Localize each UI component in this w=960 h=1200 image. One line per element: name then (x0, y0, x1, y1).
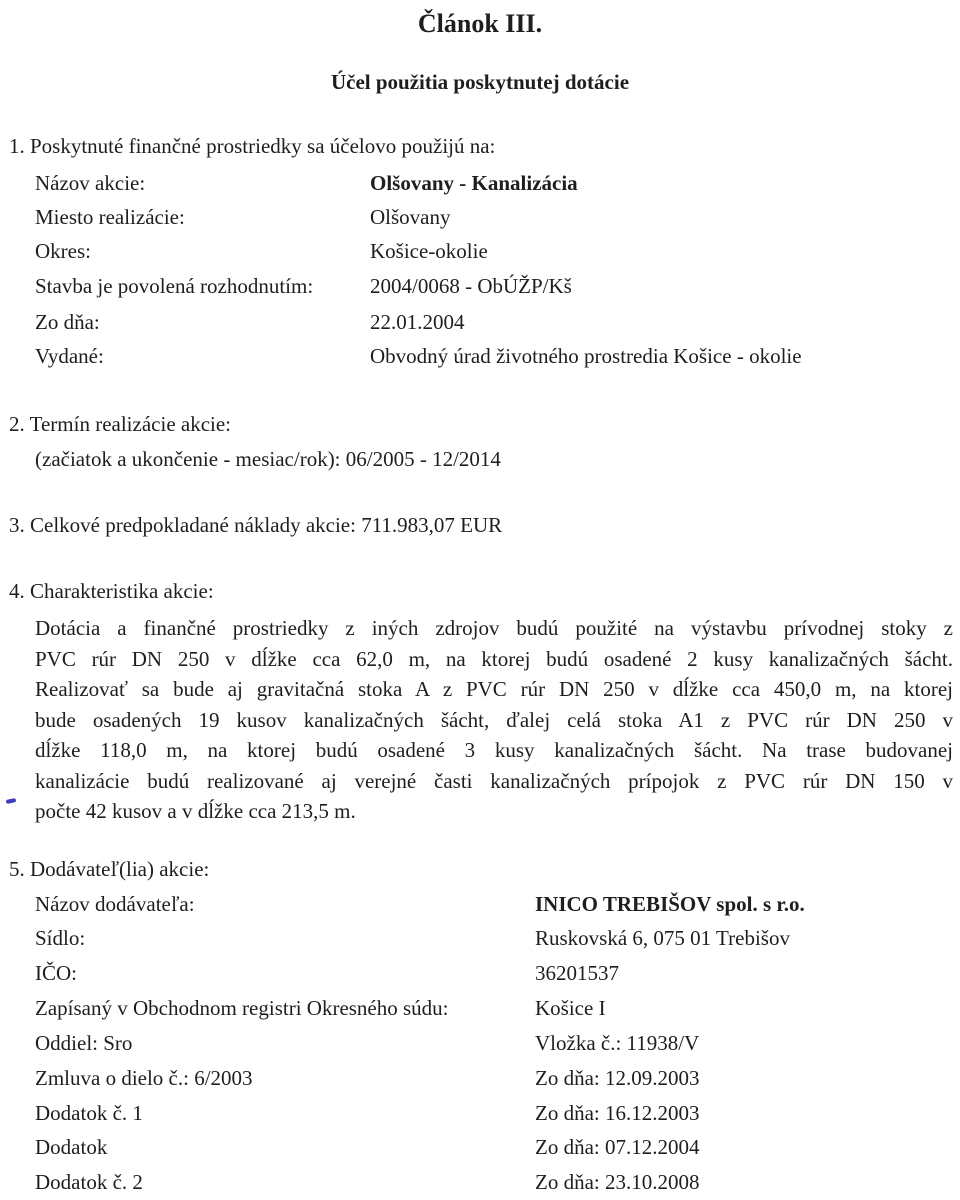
section-4-paragraph (35, 613, 953, 827)
paragraph-line: dĺžke 118,0 m, na ktorej budú osadené 3 kusy kanalizačných šácht. Na trase budovanej (35, 738, 953, 762)
field-value: Košice-okolie (370, 239, 488, 263)
field-value: Košice I (535, 996, 606, 1020)
field-label: Dodatok č. 1 (35, 1101, 143, 1125)
field-label: Miesto realizácie: (35, 205, 185, 229)
paragraph-line: kanalizácie budú realizované aj verejné časti kanalizačných prípojok z PVC rúr DN 150 v (35, 768, 953, 793)
article-heading: Článok III. (417, 9, 543, 38)
field-label: IČO: (35, 961, 77, 985)
field-label: Dodatok (35, 1135, 108, 1159)
field-value: Olšovany (370, 205, 451, 229)
field-value: 2004/0068 - ObÚŽP/Kš (370, 274, 572, 298)
paragraph-line: bude osadených 19 kusov kanalizačných šácht, ďalej celá stoka A1 z PVC rúr DN 250 v (35, 707, 953, 732)
field-label: Názov dodávateľa: (35, 892, 195, 916)
pen-mark (6, 798, 17, 804)
field-value: Obvodný úrad životného prostredia Košice - okolie (370, 344, 802, 368)
section-2-detail: (začiatok a ukončenie - mesiac/rok): 06/2005 - 12/2014 (35, 447, 501, 471)
field-label: Oddiel: Sro (35, 1031, 133, 1055)
section-2-title: 2. Termín realizácie akcie: (9, 412, 232, 436)
field-value: 36201537 (535, 961, 619, 985)
field-value: Ruskovská 6, 075 01 Trebišov (535, 926, 790, 950)
field-label: Zo dňa: (35, 310, 100, 334)
field-label: Zmluva o dielo č.: 6/2003 (35, 1066, 253, 1090)
paragraph-line: Realizovať sa bude aj gravitačná stoka A z PVC rúr DN 250 v dĺžke cca 450,0 m, na ktorej (35, 677, 953, 701)
paragraph-line: Dotácia a finančné prostriedky z iných zdrojov budú použité na výstavbu prívodnej stoky z (35, 616, 953, 640)
field-value: 22.01.2004 (370, 310, 465, 334)
field-label: Dodatok č. 2 (35, 1170, 143, 1194)
field-value: Zo dňa: 16.12.2003 (535, 1101, 700, 1125)
paragraph-line: PVC rúr DN 250 v dĺžke cca 62,0 m, na ktorej budú osadené 2 kusy kanalizačných šácht. (35, 646, 953, 671)
field-value: INICO TREBIŠOV spol. s r.o. (535, 892, 805, 916)
field-label: Názov akcie: (35, 171, 146, 195)
field-value: Vložka č.: 11938/V (535, 1031, 700, 1055)
field-value: Zo dňa: 12.09.2003 (535, 1066, 700, 1090)
section-4-title: 4. Charakteristika akcie: (9, 579, 214, 603)
section-1-intro: 1. Poskytnuté finančné prostriedky sa účelovo použijú na: (9, 134, 496, 158)
section-5-title: 5. Dodávateľ(lia) akcie: (9, 857, 210, 881)
field-value: Zo dňa: 07.12.2004 (535, 1135, 700, 1159)
field-label: Sídlo: (35, 926, 86, 950)
field-value: Zo dňa: 23.10.2008 (535, 1170, 700, 1194)
field-label: Vydané: (35, 344, 104, 368)
section-3-costs: 3. Celkové predpokladané náklady akcie: 711.983,07 EUR (9, 513, 503, 537)
article-subtitle: Účel použitia poskytnutej dotácie (330, 70, 630, 94)
field-label: Okres: (35, 239, 91, 263)
paragraph-line: počte 42 kusov a v dĺžke cca 213,5 m. (35, 799, 356, 823)
field-value: Olšovany - Kanalizácia (370, 171, 578, 195)
field-label: Zapísaný v Obchodnom registri Okresného súdu: (35, 996, 449, 1020)
field-label: Stavba je povolená rozhodnutím: (35, 274, 314, 298)
